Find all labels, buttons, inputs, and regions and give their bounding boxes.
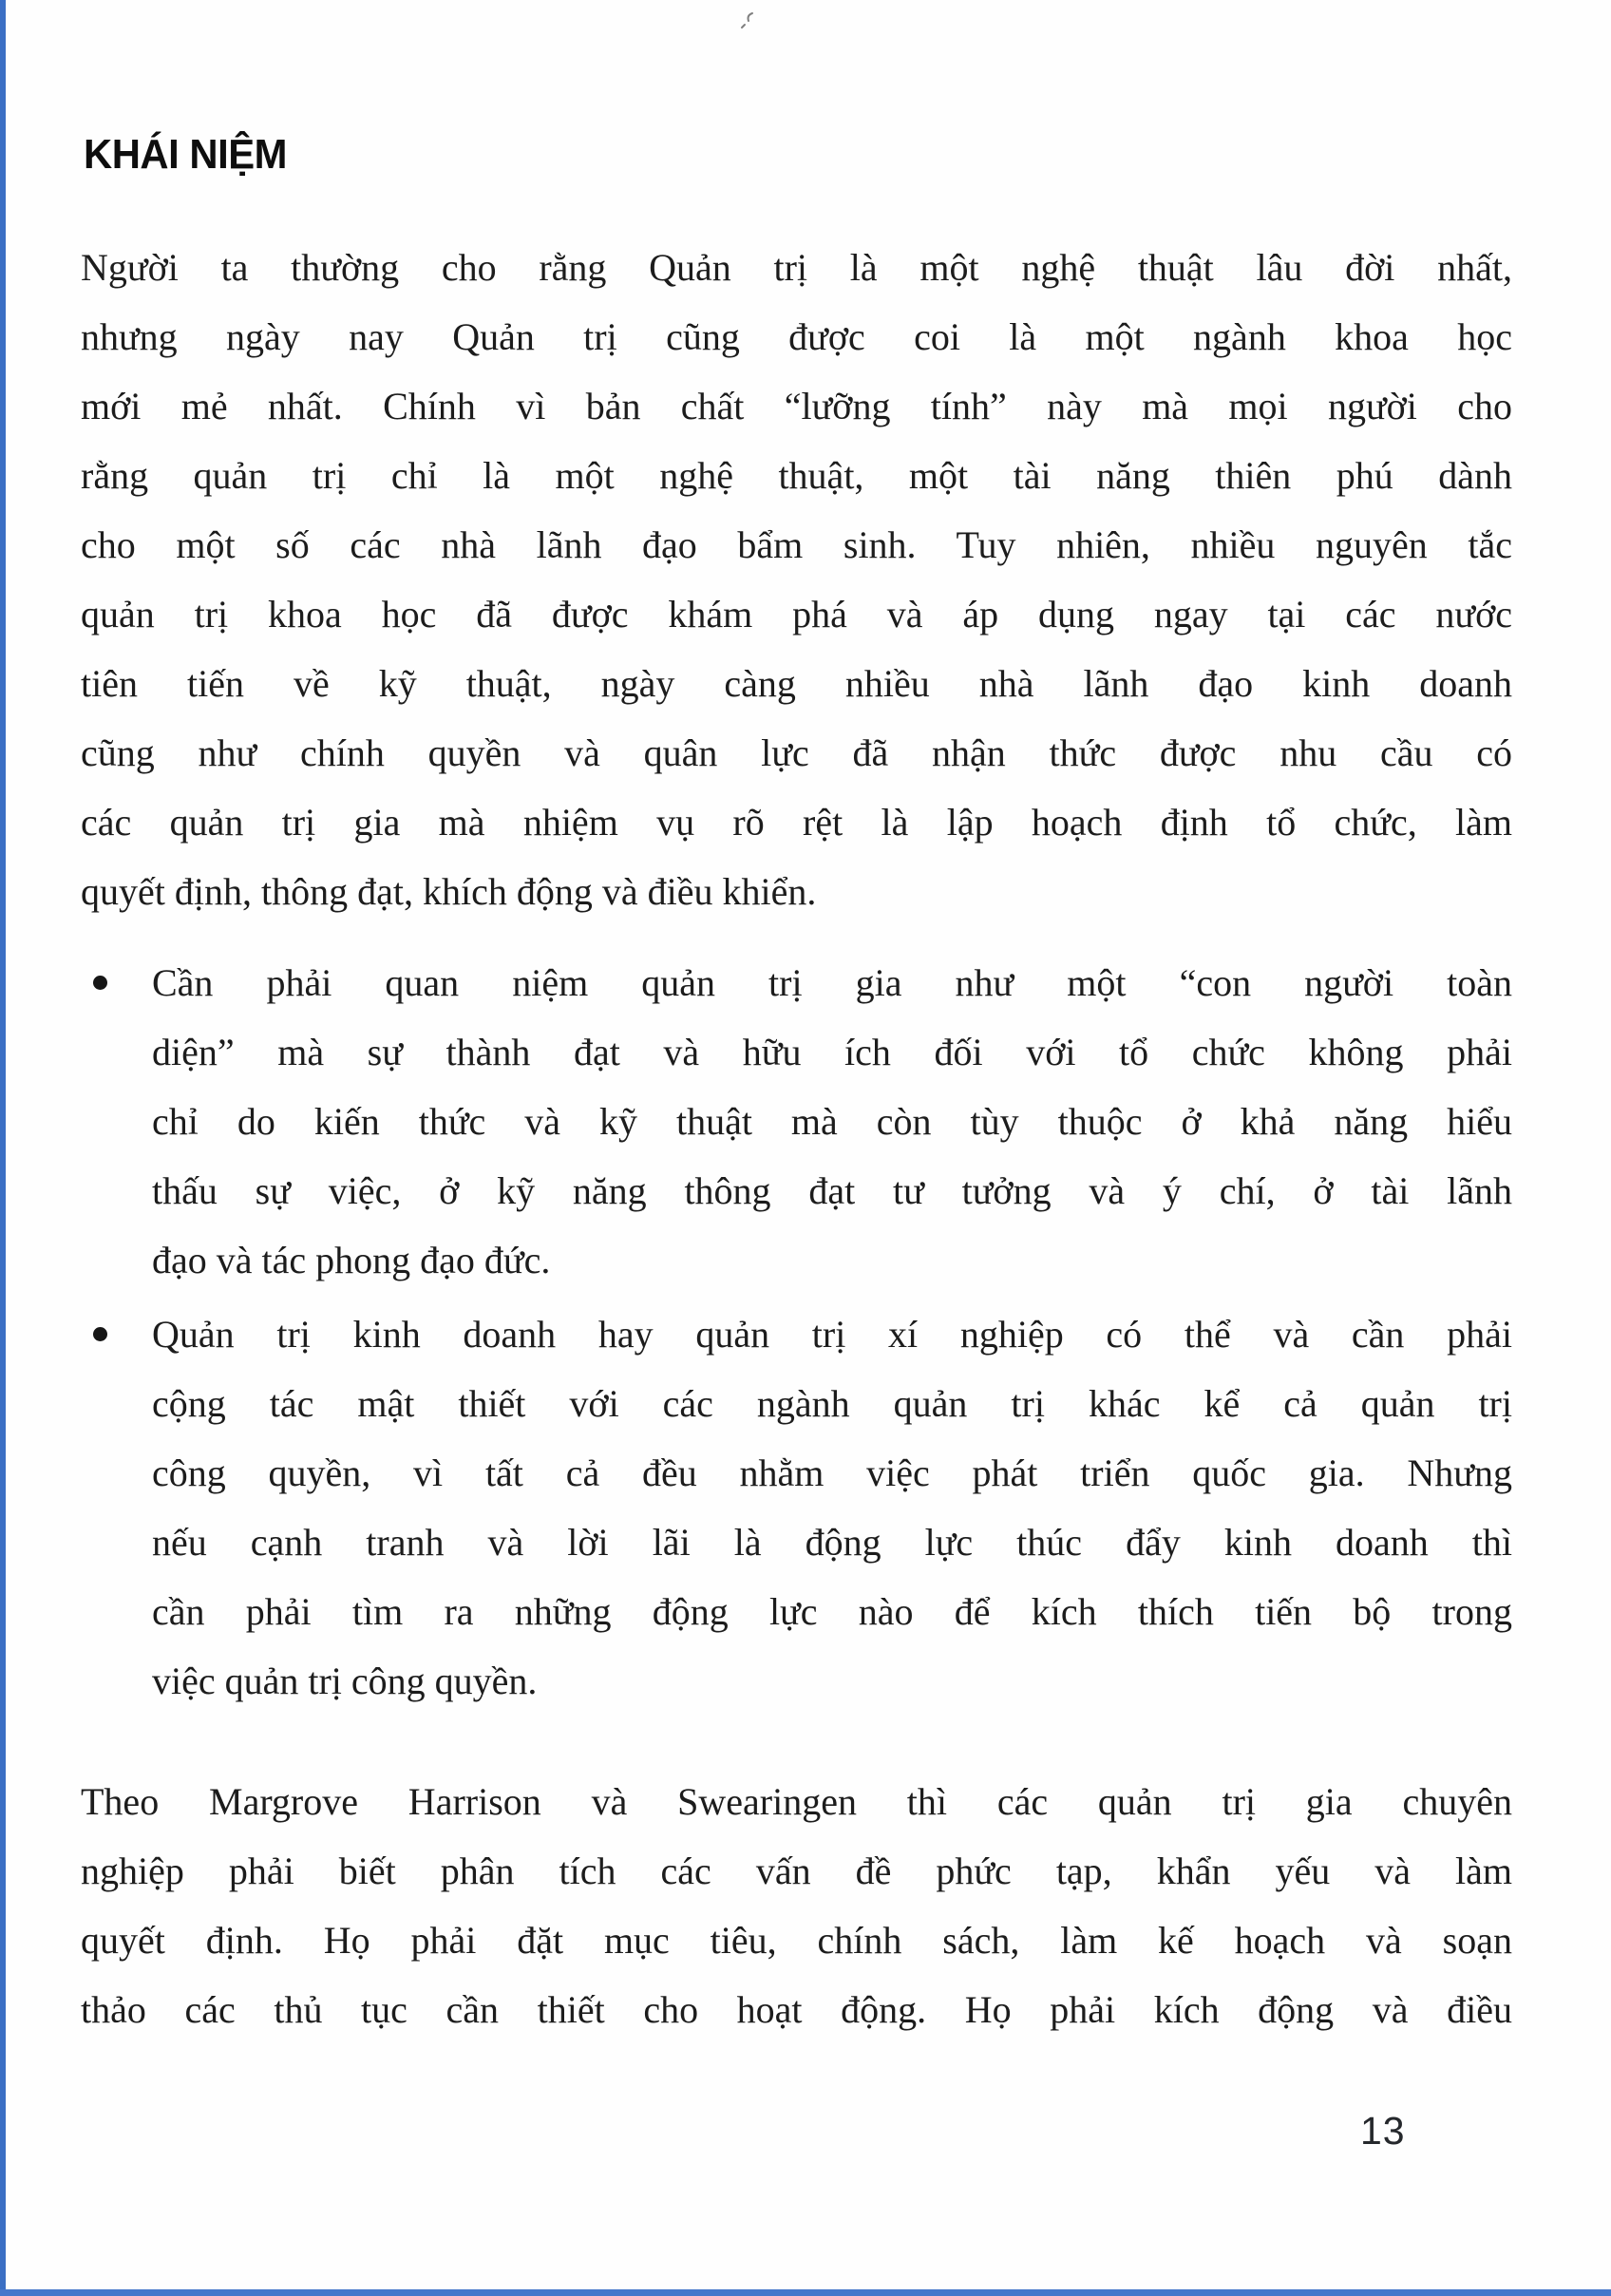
text-line: việc quản trị công quyền. — [152, 1660, 538, 1702]
text-line: nghiệp phải biết phân tích các vấn đề phức tạp, khẩn yếu và làm — [81, 1850, 1512, 1892]
scan-edge-left — [0, 0, 6, 2296]
bullet-item-2 — [152, 1300, 1512, 1716]
text-line: quyết định. Họ phải đặt mục tiêu, chính sách, làm kế hoạch và soạn — [81, 1919, 1512, 1962]
text-line: mới mẻ nhất. Chính vì bản chất “lưỡng tính” này mà mọi người cho — [81, 385, 1512, 427]
closing-paragraph — [81, 1767, 1512, 2044]
text-line: tiên tiến về kỹ thuật, ngày càng nhiều nhà lãnh đạo kinh doanh — [81, 662, 1512, 705]
text-line: cộng tác mật thiết với các ngành quản trị khác kể cả quản trị — [152, 1382, 1512, 1425]
text-line: diện” mà sự thành đạt và hữu ích đối với tổ chức không phải — [152, 1031, 1512, 1073]
scan-artifact-mark — [733, 9, 760, 30]
bullet-icon — [93, 976, 107, 990]
text-line: thấu sự việc, ở kỹ năng thông đạt tư tưởng và ý chí, ở tài lãnh — [152, 1169, 1512, 1212]
text-line: công quyền, vì tất cả đều nhằm việc phát triển quốc gia. Nhưng — [152, 1452, 1512, 1494]
text-line: rằng quản trị chỉ là một nghệ thuật, một tài năng thiên phú dành — [81, 454, 1512, 497]
bullet-icon — [93, 1327, 107, 1341]
text-line: các quản trị gia mà nhiệm vụ rõ rệt là lập hoạch định tổ chức, làm — [81, 801, 1512, 844]
text-line: quyết định, thông đạt, khích động và điều khiển. — [81, 870, 817, 913]
text-line: nếu cạnh tranh và lời lãi là động lực thúc đẩy kinh doanh thì — [152, 1521, 1512, 1564]
text-line: Cần phải quan niệm quản trị gia như một “con người toàn — [152, 961, 1512, 1004]
text-line: quản trị khoa học đã được khám phá và áp dụng ngay tại các nước — [81, 593, 1512, 636]
page-number: 13 — [1360, 2109, 1406, 2153]
section-heading: KHÁI NIỆM — [84, 131, 288, 178]
text-line: Theo Margrove Harrison và Swearingen thì các quản trị gia chuyên — [81, 1780, 1512, 1823]
bullet-item-1 — [152, 948, 1512, 1295]
text-line: Người ta thường cho rằng Quản trị là một nghệ thuật lâu đời nhất, — [81, 246, 1512, 289]
text-line: thảo các thủ tục cần thiết cho hoạt động. Họ phải kích động và điều — [81, 1988, 1512, 2031]
intro-paragraph — [81, 233, 1512, 926]
text-line: đạo và tác phong đạo đức. — [152, 1239, 551, 1281]
text-line: cần phải tìm ra những động lực nào để kích thích tiến bộ trong — [152, 1590, 1512, 1633]
text-line: nhưng ngày nay Quản trị cũng được coi là một ngành khoa học — [81, 315, 1512, 358]
scan-edge-bottom — [0, 2289, 1611, 2296]
text-line: cũng như chính quyền và quân lực đã nhận thức được nhu cầu có — [81, 731, 1512, 774]
text-line: Quản trị kinh doanh hay quản trị xí nghiệp có thể và cần phải — [152, 1313, 1512, 1356]
text-line: chỉ do kiến thức và kỹ thuật mà còn tùy thuộc ở khả năng hiểu — [152, 1100, 1512, 1143]
text-line: cho một số các nhà lãnh đạo bẩm sinh. Tuy nhiên, nhiều nguyên tắc — [81, 523, 1512, 566]
